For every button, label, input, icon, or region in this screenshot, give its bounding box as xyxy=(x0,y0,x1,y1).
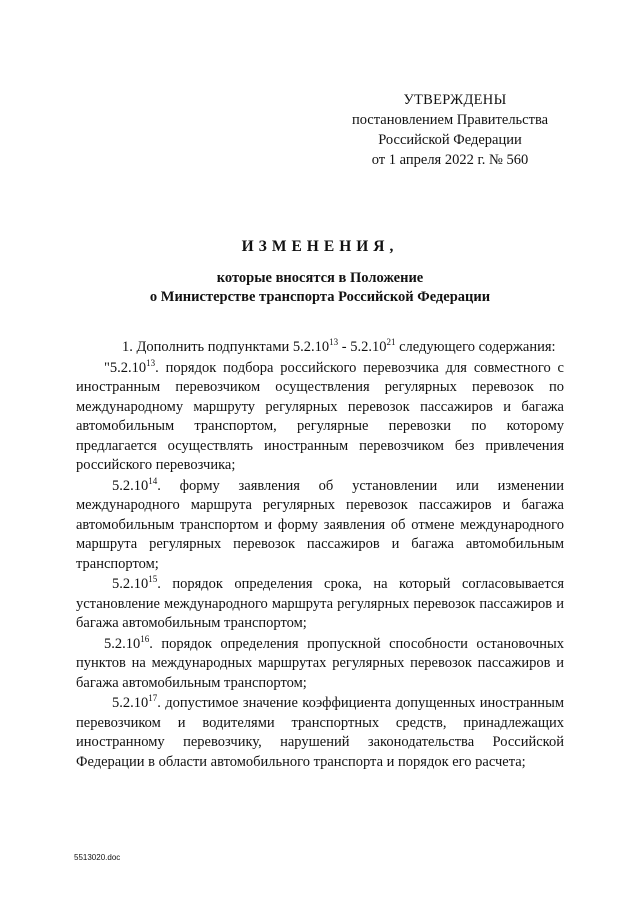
text-run: . порядок определения срока, на который согласовывается установление международного маршрута регулярных перевозок пассажиров и багажа автомобильным транспортом; xyxy=(76,576,564,631)
superscript: 13 xyxy=(146,357,156,368)
paragraph-2 xyxy=(76,359,564,476)
superscript: 14 xyxy=(148,475,158,486)
paragraph-5 xyxy=(76,635,564,694)
document-body xyxy=(76,338,564,773)
text-run: следующего содержания: xyxy=(395,339,556,355)
approval-line: постановлением Правительства xyxy=(351,112,549,128)
text-run: 5.2.10 xyxy=(112,477,149,494)
text-run: . форму заявления об установлении или изменении международного маршрута регулярных перевозок пассажиров и багажа автомобильным транспортом и форму заявления об отмене международного маршрута регулярных перевозок пассажиров и багажа автомобильным транспортом; xyxy=(76,477,564,572)
superscript: 13 xyxy=(329,337,339,347)
approval-stamp xyxy=(340,90,560,170)
approval-line: Российской Федерации xyxy=(378,132,522,148)
text-run: 5.2.10 xyxy=(104,635,141,652)
text-run: . допустимое значение коэффициента допущенных иностранным перевозчиком и водителями транспортных средств, принадлежащих иностранному перевозчику, нарушений законодательства Российской Федерации в области автомобильного транспорта и порядок его расчета; xyxy=(76,695,564,770)
text-run: 1. Дополнить подпунктами 5.2.10 xyxy=(122,339,330,355)
title-subtitle-line: о Министерстве транспорта Российской Федерации xyxy=(149,289,491,305)
paragraph-6 xyxy=(76,694,564,772)
title-subtitle-line: которые вносятся в Положение xyxy=(216,270,424,286)
paragraph-3 xyxy=(76,477,564,575)
text-run: "5.2.10 xyxy=(104,359,147,376)
text-run: 5.2.10 xyxy=(112,695,149,711)
superscript: 17 xyxy=(148,693,158,703)
superscript: 15 xyxy=(148,574,158,584)
approval-date: от 1 апреля 2022 г. № 560 xyxy=(371,152,529,168)
superscript: 16 xyxy=(140,633,150,644)
superscript: 21 xyxy=(386,337,396,347)
title-main: ИЗМЕНЕНИЯ, xyxy=(241,238,399,255)
file-name-footer: 5513020.doc xyxy=(74,853,121,862)
title-subtitle xyxy=(60,269,580,307)
approval-heading: УТВЕРЖДЕНЫ xyxy=(403,92,507,108)
text-run: . порядок определения пропускной способности остановочных пунктов на международных маршрутах регулярных перевозок пассажиров и багажа автомобильным транспортом; xyxy=(76,635,564,691)
paragraph-4 xyxy=(76,575,564,634)
text-run: - 5.2.10 xyxy=(338,339,387,355)
text-run: 5.2.10 xyxy=(112,576,149,592)
paragraph-1 xyxy=(76,338,564,358)
document-title xyxy=(60,236,580,307)
text-run: . порядок подбора российского перевозчика для совместного с иностранным перевозчиком осуществления регулярных перевозок по международному маршруту регулярных перевозок пассажиров и багажа автомобильным транспортом, регулярные перевозки по которому предлагается осуществлять иностранным перевозчиком без привлечения российского перевозчика; xyxy=(76,359,564,473)
